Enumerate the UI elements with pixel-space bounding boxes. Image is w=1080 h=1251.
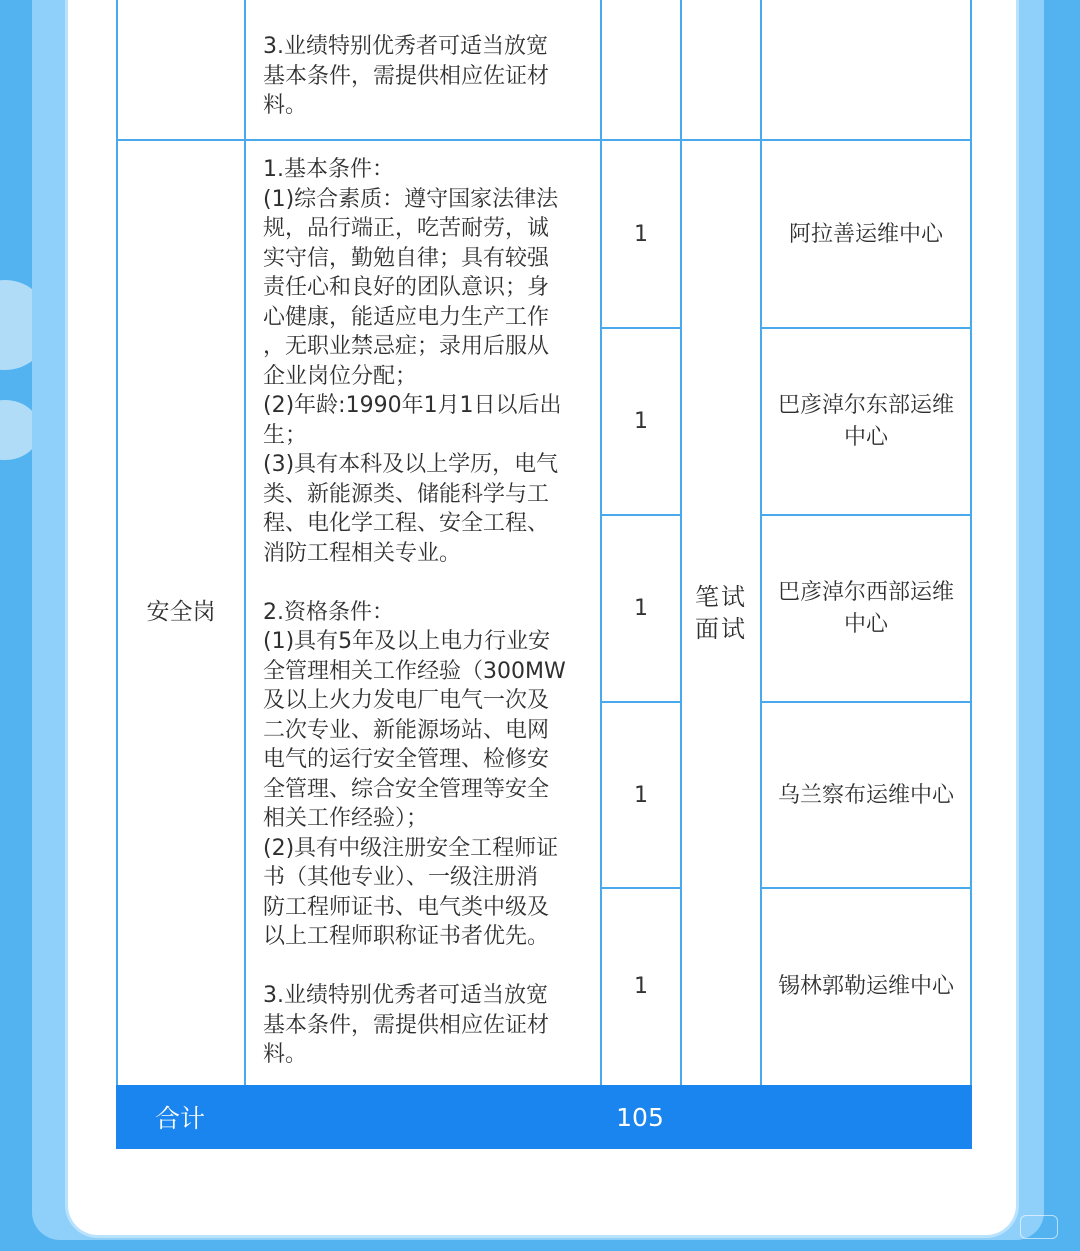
requirement-line: 以上工程师职称证书者优先。: [263, 924, 550, 949]
unit-cell: [760, 514, 972, 702]
requirement-line: 防工程师证书、电气类中级及: [263, 894, 550, 920]
requirement-line: (3)具有本科及以上学历，电气: [263, 452, 559, 477]
count-cell: [600, 701, 680, 888]
count-value: 1: [634, 221, 648, 247]
requirement-line: 基本条件，需提供相应佐证材: [263, 63, 550, 89]
requirements-cell-safety: [244, 139, 600, 1085]
count-cell: [600, 327, 680, 515]
unit-name: 锡林郭勒运维中心: [777, 974, 954, 999]
unit-name: 乌兰察布运维中心: [777, 782, 954, 808]
requirement-line: 规，品行端正，吃苦耐劳，诚: [263, 216, 550, 241]
unit-name: 阿拉善运维中心: [788, 221, 943, 247]
requirement-line: 二次专业、新能源场站、电网: [263, 717, 550, 743]
count-value: 1: [634, 596, 648, 622]
position-name: 安全岗: [146, 599, 216, 626]
total-value: 105: [616, 1102, 664, 1132]
exam-method: 笔试面试: [695, 583, 747, 643]
requirement-line: 书（其他专业）、一级注册消: [263, 865, 539, 890]
count-value: 1: [634, 782, 648, 808]
unit-name: 巴彦淖尔东部运维中心: [777, 393, 954, 450]
unit-cell: [760, 327, 972, 515]
unit-cell: [760, 701, 972, 888]
requirement-line: 心健康，能适应电力生产工作: [263, 304, 550, 330]
requirement-line: 消防工程相关专业。: [263, 540, 462, 566]
requirement-line: 电气的运行安全管理、检修安: [263, 747, 550, 772]
count-cell: [600, 887, 680, 1085]
requirement-line: 3.业绩特别优秀者可适当放宽: [263, 34, 548, 59]
requirement-line: 程、电化学工程、安全工程、: [263, 511, 550, 536]
count-value: 1: [634, 974, 648, 1000]
requirement-line: 2.资格条件：: [263, 599, 394, 625]
requirement-line: 料。: [263, 1042, 308, 1067]
count-cell-previous: [600, 0, 680, 140]
requirement-line: (1)具有5年及以上电力行业安: [263, 629, 551, 654]
method-cell-previous: [680, 0, 760, 140]
requirement-line: 及以上火力发电厂电气一次及: [263, 688, 550, 713]
requirement-line: (2)年龄:1990年1月1日以后出: [263, 393, 562, 418]
unit-cell: [760, 887, 972, 1085]
requirement-line: 1.基本条件：: [263, 157, 394, 182]
requirement-line: 全管理、综合安全管理等安全: [263, 776, 550, 802]
total-row: [116, 1085, 972, 1149]
requirement-line: ，无职业禁忌症；录用后服从: [263, 334, 550, 359]
requirements-cell-previous: [244, 0, 600, 140]
unit-cell-previous: [760, 0, 972, 140]
requirement-line: 相关工作经验）；: [263, 806, 429, 831]
total-label: 合计: [154, 1104, 205, 1133]
position-cell-safety: [116, 139, 244, 1085]
requirement-line: 料。: [263, 93, 308, 118]
position-cell-previous: [116, 0, 244, 140]
requirement-line: 实守信，勤勉自律；具有较强: [263, 245, 550, 271]
requirement-line: 生；: [263, 422, 308, 448]
watermark-badge: [1020, 1215, 1058, 1239]
requirement-line: 类、新能源类、储能科学与工: [263, 481, 550, 507]
unit-cell: [760, 139, 972, 328]
requirement-line: (1)综合素质：遵守国家法律法: [263, 186, 559, 212]
requirement-line: 基本条件，需提供相应佐证材: [263, 1012, 550, 1038]
paragraph-gap: [263, 952, 582, 982]
count-value: 1: [634, 409, 648, 435]
paragraph-gap: [263, 568, 582, 598]
recruitment-table: [116, 0, 972, 1150]
requirement-line: (2)具有中级注册安全工程师证: [263, 835, 559, 861]
requirement-line: 全管理相关工作经验（300MW: [263, 658, 566, 684]
requirement-line: 企业岗位分配；: [263, 363, 418, 389]
exam-method-cell: [680, 139, 760, 1085]
requirement-line: 3.业绩特别优秀者可适当放宽: [263, 983, 548, 1008]
unit-name: 巴彦淖尔西部运维中心: [777, 580, 954, 637]
count-cell: [600, 514, 680, 702]
count-cell: [600, 139, 680, 328]
requirement-line: 责任心和良好的团队意识；身: [263, 275, 550, 300]
